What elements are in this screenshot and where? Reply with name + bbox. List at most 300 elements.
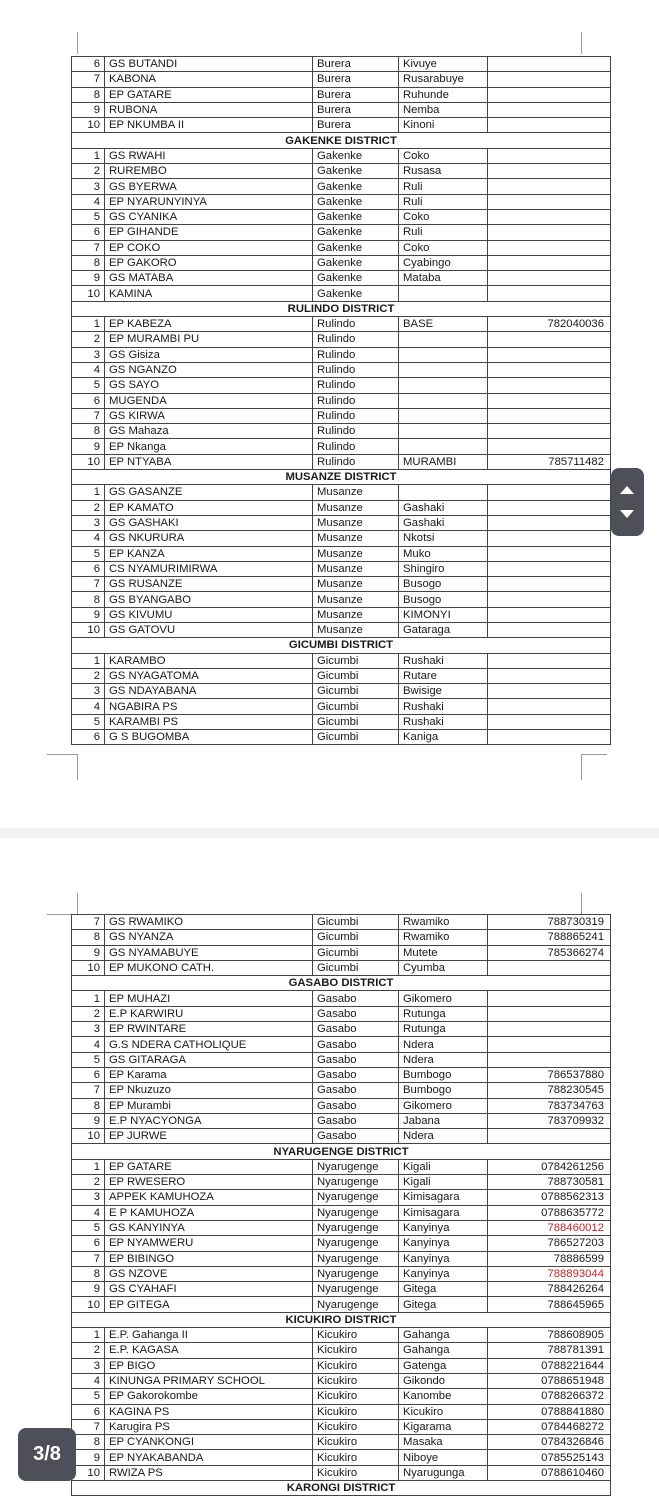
- phone-number: [488, 1037, 611, 1052]
- sector-name: Kivuye: [399, 57, 488, 72]
- district-name: Gakenke: [313, 209, 399, 224]
- school-name: RUREMBO: [105, 164, 313, 179]
- district-name: Kicukiro: [313, 1358, 399, 1373]
- school-name: EP MURAMBI PU: [105, 332, 313, 347]
- phone-number: [488, 561, 611, 576]
- row-number: 4: [72, 699, 105, 714]
- district-name: Gasabo: [313, 1098, 399, 1113]
- phone-number: [488, 485, 611, 500]
- row-number: 4: [72, 1037, 105, 1052]
- row-number: 6: [72, 225, 105, 240]
- district-name: Musanze: [313, 577, 399, 592]
- row-number: 8: [72, 1435, 105, 1450]
- table-row: [72, 945, 611, 960]
- sector-name: Kinoni: [399, 118, 488, 133]
- sector-name: Rusarabuye: [399, 72, 488, 87]
- row-number: 3: [72, 515, 105, 530]
- sector-name: Niboye: [399, 1450, 488, 1465]
- page-scroll-control[interactable]: [611, 468, 644, 536]
- sector-name: Gitega: [399, 1297, 488, 1312]
- sector-name: Bumbogo: [399, 1067, 488, 1082]
- school-name: GS NYAGATOMA: [105, 668, 313, 683]
- row-number: 5: [72, 1220, 105, 1235]
- sector-name: Busogo: [399, 577, 488, 592]
- school-name: E.P. KAGASA: [105, 1343, 313, 1358]
- table-row: [72, 286, 611, 301]
- phone-number: [488, 1052, 611, 1067]
- school-name: RUBONA: [105, 102, 313, 117]
- school-name: GS RUSANZE: [105, 577, 313, 592]
- phone-number: [488, 393, 611, 408]
- phone-number: [488, 1129, 611, 1144]
- row-number: 6: [72, 393, 105, 408]
- table-row: [72, 991, 611, 1006]
- sector-name: Cyabingo: [399, 255, 488, 270]
- school-name: GS GASHAKI: [105, 515, 313, 530]
- table-row: [72, 57, 611, 72]
- sector-name: Rushaki: [399, 653, 488, 668]
- district-name: Musanze: [313, 607, 399, 622]
- sector-name: Gahanga: [399, 1328, 488, 1343]
- table-row: [72, 1113, 611, 1128]
- row-number: 4: [72, 194, 105, 209]
- row-number: 4: [72, 1205, 105, 1220]
- district-name: Nyarugenge: [313, 1205, 399, 1220]
- school-name: GS CYANIKA: [105, 209, 313, 224]
- phone-number: [488, 653, 611, 668]
- table-row: [72, 561, 611, 576]
- school-name: EP GATARE: [105, 1159, 313, 1174]
- school-name: EP Gakorokombe: [105, 1389, 313, 1404]
- district-name: Gicumbi: [313, 668, 399, 683]
- district-name: Kicukiro: [313, 1343, 399, 1358]
- school-name: EP COKO: [105, 240, 313, 255]
- row-number: 9: [72, 271, 105, 286]
- district-name: Nyarugenge: [313, 1190, 399, 1205]
- row-number: 10: [72, 118, 105, 133]
- row-number: 3: [72, 1022, 105, 1037]
- district-name: Gasabo: [313, 1022, 399, 1037]
- row-number: 3: [72, 347, 105, 362]
- school-name: GS NKURURA: [105, 531, 313, 546]
- school-name: EP RWINTARE: [105, 1022, 313, 1037]
- sector-name: Rutunga: [399, 1022, 488, 1037]
- row-number: 2: [72, 500, 105, 515]
- row-number: 10: [72, 622, 105, 637]
- table-row: [72, 424, 611, 439]
- sector-name: BASE: [399, 317, 488, 332]
- school-name: EP CYANKONGI: [105, 1435, 313, 1450]
- phone-number: 0788221644: [488, 1358, 611, 1373]
- phone-number: [488, 668, 611, 683]
- phone-number: [488, 1006, 611, 1021]
- school-name: EP GAKORO: [105, 255, 313, 270]
- district-name: Gakenke: [313, 164, 399, 179]
- table-row: [72, 408, 611, 423]
- district-name: Gicumbi: [313, 653, 399, 668]
- table-row: [72, 1006, 611, 1021]
- district-header: GAKENKE DISTRICT: [72, 133, 611, 148]
- phone-number: 788608905: [488, 1328, 611, 1343]
- table-row: [72, 240, 611, 255]
- table-row: [72, 1236, 611, 1251]
- phone-number: [488, 209, 611, 224]
- phone-number: [488, 1022, 611, 1037]
- sector-name: Rwamiko: [399, 915, 488, 930]
- district-header: KICUKIRO DISTRICT: [72, 1312, 611, 1327]
- school-name: EP KAMATO: [105, 500, 313, 515]
- sector-name: Gikondo: [399, 1373, 488, 1388]
- table-row: [72, 454, 611, 469]
- sector-name: Kanyinya: [399, 1236, 488, 1251]
- school-name: KAMINA: [105, 286, 313, 301]
- district-name: Gicumbi: [313, 930, 399, 945]
- sector-name: KIMONYI: [399, 607, 488, 622]
- district-name: Burera: [313, 72, 399, 87]
- district-header-row: [72, 470, 611, 485]
- district-name: Rulindo: [313, 454, 399, 469]
- district-name: Musanze: [313, 531, 399, 546]
- row-number: 2: [72, 332, 105, 347]
- district-name: Nyarugenge: [313, 1297, 399, 1312]
- table-row: [72, 622, 611, 637]
- district-name: Kicukiro: [313, 1450, 399, 1465]
- sector-name: Gataraga: [399, 622, 488, 637]
- table-row: [72, 1297, 611, 1312]
- district-name: Gasabo: [313, 1067, 399, 1082]
- phone-number: 788645965: [488, 1297, 611, 1312]
- district-name: Kicukiro: [313, 1328, 399, 1343]
- phone-number: 0788635772: [488, 1205, 611, 1220]
- school-name: GS GASANZE: [105, 485, 313, 500]
- school-name: EP Nkuzuzo: [105, 1083, 313, 1098]
- phone-number: [488, 179, 611, 194]
- district-name: Burera: [313, 87, 399, 102]
- sector-name: [399, 347, 488, 362]
- phone-number: [488, 515, 611, 530]
- crop-mark: [581, 893, 582, 915]
- district-name: Gasabo: [313, 1129, 399, 1144]
- crop-mark: [77, 754, 78, 780]
- table-row: [72, 118, 611, 133]
- district-name: Musanze: [313, 546, 399, 561]
- table-row: [72, 209, 611, 224]
- sector-name: Kigali: [399, 1175, 488, 1190]
- school-name: GS NYANZA: [105, 930, 313, 945]
- district-name: Kicukiro: [313, 1465, 399, 1480]
- phone-number: [488, 57, 611, 72]
- row-number: 7: [72, 240, 105, 255]
- phone-number: 788781391: [488, 1343, 611, 1358]
- district-name: Gasabo: [313, 1113, 399, 1128]
- table-row: [72, 347, 611, 362]
- row-number: 5: [72, 1389, 105, 1404]
- table-row: [72, 730, 611, 745]
- table-row: [72, 1328, 611, 1343]
- school-name: EP JURWE: [105, 1129, 313, 1144]
- school-name: E.P. Gahanga II: [105, 1328, 313, 1343]
- table-row: [72, 1052, 611, 1067]
- district-name: Musanze: [313, 561, 399, 576]
- district-name: Musanze: [313, 622, 399, 637]
- phone-number: 788865241: [488, 930, 611, 945]
- row-number: 2: [72, 164, 105, 179]
- sector-name: Kaniga: [399, 730, 488, 745]
- district-name: Gakenke: [313, 148, 399, 163]
- sector-name: Masaka: [399, 1435, 488, 1450]
- school-name: GS NZOVE: [105, 1266, 313, 1281]
- scroll-down-icon[interactable]: [620, 510, 634, 518]
- sector-name: Ruli: [399, 194, 488, 209]
- school-name: KAGINA PS: [105, 1404, 313, 1419]
- table-row: [72, 592, 611, 607]
- district-header-row: [72, 1312, 611, 1327]
- sector-name: [399, 362, 488, 377]
- phone-number: 786537880: [488, 1067, 611, 1082]
- sector-name: Coko: [399, 240, 488, 255]
- district-name: Gasabo: [313, 1052, 399, 1067]
- table-row: [72, 271, 611, 286]
- district-name: Musanze: [313, 592, 399, 607]
- phone-number: 0788562313: [488, 1190, 611, 1205]
- table-row: [72, 684, 611, 699]
- district-name: Kicukiro: [313, 1373, 399, 1388]
- district-name: Gicumbi: [313, 684, 399, 699]
- phone-number: 78886599: [488, 1251, 611, 1266]
- table-row: [72, 1373, 611, 1388]
- school-name: KARAMBI PS: [105, 714, 313, 729]
- district-name: Nyarugenge: [313, 1236, 399, 1251]
- table-row: [72, 72, 611, 87]
- phone-number: [488, 622, 611, 637]
- sector-name: Rutare: [399, 668, 488, 683]
- school-name: KARAMBO: [105, 653, 313, 668]
- table-row: [72, 699, 611, 714]
- phone-number: 788893044: [488, 1266, 611, 1281]
- district-name: Rulindo: [313, 393, 399, 408]
- school-name: EP NYARUNYINYA: [105, 194, 313, 209]
- district-name: Nyarugenge: [313, 1266, 399, 1281]
- sector-name: MURAMBI: [399, 454, 488, 469]
- table-row: [72, 1465, 611, 1480]
- phone-number: [488, 577, 611, 592]
- row-number: 5: [72, 1052, 105, 1067]
- phone-number: [488, 424, 611, 439]
- table-row: [72, 179, 611, 194]
- district-name: Rulindo: [313, 408, 399, 423]
- table-row: [72, 1037, 611, 1052]
- school-name: EP NKUMBA II: [105, 118, 313, 133]
- school-name: G.S NDERA CATHOLIQUE: [105, 1037, 313, 1052]
- row-number: 8: [72, 1266, 105, 1281]
- sector-name: Mataba: [399, 271, 488, 286]
- crop-mark: [581, 754, 607, 755]
- district-name: Musanze: [313, 485, 399, 500]
- district-name: Burera: [313, 102, 399, 117]
- table-row: [72, 1098, 611, 1113]
- table-row: [72, 1266, 611, 1281]
- sector-name: Rushaki: [399, 714, 488, 729]
- school-name: MUGENDA: [105, 393, 313, 408]
- phone-number: 786527203: [488, 1236, 611, 1251]
- row-number: 4: [72, 531, 105, 546]
- phone-number: [488, 730, 611, 745]
- table-row: [72, 164, 611, 179]
- phone-number: [488, 286, 611, 301]
- sector-name: [399, 378, 488, 393]
- school-name: GS KANYINYA: [105, 1220, 313, 1235]
- school-name: E.P NYACYONGA: [105, 1113, 313, 1128]
- district-name: Gicumbi: [313, 915, 399, 930]
- table-row: [72, 102, 611, 117]
- row-number: 8: [72, 255, 105, 270]
- row-number: 7: [72, 1419, 105, 1434]
- row-number: 9: [72, 945, 105, 960]
- table-row: [72, 1159, 611, 1174]
- district-name: Rulindo: [313, 347, 399, 362]
- row-number: 1: [72, 485, 105, 500]
- row-number: 7: [72, 1251, 105, 1266]
- phone-number: 788460012: [488, 1220, 611, 1235]
- sector-name: Kanombe: [399, 1389, 488, 1404]
- table-row: [72, 332, 611, 347]
- phone-number: 0785525143: [488, 1450, 611, 1465]
- school-name: EP BIGO: [105, 1358, 313, 1373]
- row-number: 7: [72, 408, 105, 423]
- district-name: Gakenke: [313, 179, 399, 194]
- row-number: 10: [72, 1129, 105, 1144]
- school-name: CS NYAMURIMIRWA: [105, 561, 313, 576]
- sector-name: [399, 439, 488, 454]
- row-number: 6: [72, 730, 105, 745]
- school-name: EP Karama: [105, 1067, 313, 1082]
- sector-name: Busogo: [399, 592, 488, 607]
- table-row: [72, 653, 611, 668]
- sector-name: Ndera: [399, 1037, 488, 1052]
- district-name: Gakenke: [313, 194, 399, 209]
- table-row: [72, 607, 611, 622]
- row-number: 1: [72, 653, 105, 668]
- district-name: Burera: [313, 57, 399, 72]
- phone-number: 783709932: [488, 1113, 611, 1128]
- table-row: [72, 1129, 611, 1144]
- sector-name: Gikomero: [399, 991, 488, 1006]
- row-number: 7: [72, 577, 105, 592]
- phone-number: [488, 164, 611, 179]
- phone-number: 783734763: [488, 1098, 611, 1113]
- crop-mark: [47, 754, 77, 755]
- district-name: Rulindo: [313, 332, 399, 347]
- table-row: [72, 960, 611, 975]
- sector-name: Kicukiro: [399, 1404, 488, 1419]
- phone-number: [488, 684, 611, 699]
- sector-name: Kimisagara: [399, 1205, 488, 1220]
- school-name: GS BUTANDI: [105, 57, 313, 72]
- table-row: [72, 393, 611, 408]
- district-header-row: [72, 976, 611, 991]
- district-name: Kicukiro: [313, 1435, 399, 1450]
- row-number: 5: [72, 209, 105, 224]
- district-name: Nyarugenge: [313, 1220, 399, 1235]
- sector-name: Gatenga: [399, 1358, 488, 1373]
- school-name: EP GITEGA: [105, 1297, 313, 1312]
- phone-number: [488, 118, 611, 133]
- phone-number: [488, 607, 611, 622]
- phone-number: [488, 546, 611, 561]
- row-number: 9: [72, 1113, 105, 1128]
- sector-name: Kimisagara: [399, 1190, 488, 1205]
- school-name: GS SAYO: [105, 378, 313, 393]
- row-number: 9: [72, 607, 105, 622]
- district-header: NYARUGENGE DISTRICT: [72, 1144, 611, 1159]
- sector-name: Kanyinya: [399, 1220, 488, 1235]
- row-number: 6: [72, 1067, 105, 1082]
- sector-name: Gashaki: [399, 515, 488, 530]
- district-header-row: [72, 1480, 611, 1495]
- district-name: Gicumbi: [313, 699, 399, 714]
- district-header-row: [72, 1144, 611, 1159]
- school-name: EP Nkanga: [105, 439, 313, 454]
- sector-name: [399, 424, 488, 439]
- row-number: 3: [72, 684, 105, 699]
- row-number: 1: [72, 1159, 105, 1174]
- row-number: 10: [72, 960, 105, 975]
- sector-name: Kigali: [399, 1159, 488, 1174]
- district-name: Rulindo: [313, 424, 399, 439]
- school-name: EP NYAKABANDA: [105, 1450, 313, 1465]
- phone-number: 0788841880: [488, 1404, 611, 1419]
- district-name: Gakenke: [313, 225, 399, 240]
- scroll-up-icon[interactable]: [620, 486, 634, 494]
- row-number: 1: [72, 148, 105, 163]
- phone-number: [488, 362, 611, 377]
- table-row: [72, 485, 611, 500]
- school-name: Karugira PS: [105, 1419, 313, 1434]
- phone-number: 0784468272: [488, 1419, 611, 1434]
- row-number: 9: [72, 102, 105, 117]
- school-name: GS GITARAGA: [105, 1052, 313, 1067]
- row-number: 8: [72, 592, 105, 607]
- phone-number: [488, 714, 611, 729]
- row-number: 7: [72, 915, 105, 930]
- phone-number: [488, 72, 611, 87]
- district-name: Gakenke: [313, 240, 399, 255]
- row-number: 4: [72, 1373, 105, 1388]
- school-name: G S BUGOMBA: [105, 730, 313, 745]
- sector-name: Bwisige: [399, 684, 488, 699]
- school-name: GS Mahaza: [105, 424, 313, 439]
- table-row: [72, 668, 611, 683]
- district-name: Gakenke: [313, 286, 399, 301]
- table-row: [72, 317, 611, 332]
- table-row: [72, 1404, 611, 1419]
- school-name: GS NDAYABANA: [105, 684, 313, 699]
- district-name: Kicukiro: [313, 1389, 399, 1404]
- sector-name: Gitega: [399, 1282, 488, 1297]
- table-row: [72, 255, 611, 270]
- table-row: [72, 439, 611, 454]
- row-number: 5: [72, 546, 105, 561]
- table-row: [72, 1251, 611, 1266]
- school-name: EP Murambi: [105, 1098, 313, 1113]
- district-header-row: [72, 133, 611, 148]
- row-number: 10: [72, 286, 105, 301]
- district-header: GICUMBI DISTRICT: [72, 638, 611, 653]
- district-header-row: [72, 638, 611, 653]
- row-number: 1: [72, 317, 105, 332]
- district-name: Rulindo: [313, 317, 399, 332]
- sector-name: [399, 408, 488, 423]
